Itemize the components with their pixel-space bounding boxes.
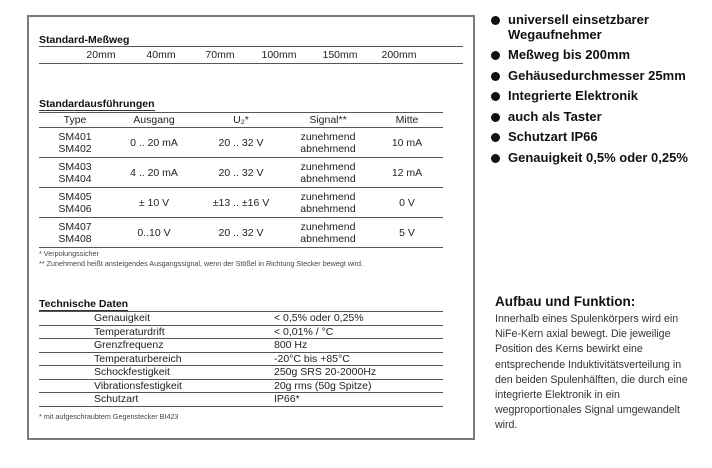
feature-item — [491, 151, 711, 166]
table-row — [39, 339, 443, 353]
footnote-verpolung: * Verpolungssicher — [39, 249, 99, 258]
mitte-cell: 5 V — [399, 226, 415, 239]
feature-item — [491, 130, 711, 145]
table-row — [39, 325, 443, 339]
feature-text: universell einsetzbarer Wegaufnehmer — [508, 12, 649, 42]
ausgang-cell: 4 .. 20 mA — [130, 166, 178, 179]
spec-value: IP66* — [274, 393, 300, 406]
spec-label: Temperaturdrift — [94, 325, 165, 338]
technische-daten-title: Technische Daten — [39, 298, 129, 310]
bullet-icon — [491, 113, 500, 122]
ausfuehrungen-table — [39, 112, 443, 248]
mitte-cell: 0 V — [399, 196, 415, 209]
type-cell: SM405 — [58, 190, 92, 203]
table-row — [39, 312, 443, 326]
aufbau-text: Innerhalb eines Spulenkörpers wird ein NiFe-Kern axial bewegt. Die jeweilige Position des Kerns bewirkt eine entsprechende Induktivitätsverteilung in den beiden Spulenhälften, die durch eine integrierte Elektronik in ein wegproportionales Signal umgewandelt wird. — [495, 313, 688, 432]
spec-value: < 0,5% oder 0,25% — [274, 312, 364, 325]
signal-cell: zunehmend — [300, 130, 356, 143]
table-row — [39, 393, 443, 407]
col-header-type: Type — [63, 114, 87, 126]
signal-cell: abnehmend — [300, 172, 356, 185]
spec-panel — [27, 15, 475, 440]
feature-item — [491, 69, 711, 84]
ub-cell: 20 .. 32 V — [218, 166, 264, 179]
spec-value: < 0,01% / °C — [274, 325, 334, 338]
feature-text: Gehäusedurchmesser 25mm — [508, 67, 686, 83]
type-cell: SM403 — [58, 160, 92, 173]
standard-messweg-title: Standard-Meßweg — [39, 34, 130, 46]
feature-text: Meßweg bis 200mm — [508, 47, 631, 62]
bullet-icon — [491, 154, 500, 163]
messweg-values — [39, 49, 463, 63]
table-row — [39, 379, 443, 393]
signal-cell: abnehmend — [300, 232, 356, 245]
table-row — [39, 352, 443, 366]
spec-label: Schutzart — [94, 393, 139, 406]
ausgang-cell: 0 .. 20 mA — [130, 136, 178, 149]
spec-value: 20g rms (50g Spitze) — [274, 379, 372, 392]
spec-value: 250g SRS 20-2000Hz — [274, 366, 377, 379]
bullet-icon — [491, 72, 500, 81]
table-row — [39, 188, 443, 218]
feature-item — [491, 110, 711, 125]
technische-daten-table — [39, 311, 443, 407]
col-header-mitte: Mitte — [395, 114, 419, 126]
feature-text: Integrierte Elektronik — [508, 88, 639, 103]
bullet-icon — [491, 133, 500, 142]
feature-text: auch als Taster — [508, 108, 602, 124]
type-cell: SM402 — [58, 142, 92, 155]
type-cell: SM406 — [58, 202, 92, 215]
table-row — [39, 128, 443, 158]
feature-item — [491, 13, 711, 42]
signal-cell: abnehmend — [300, 142, 356, 155]
type-cell: SM404 — [58, 172, 92, 185]
spec-label: Grenzfrequenz — [94, 339, 164, 352]
table-header-row — [39, 113, 443, 128]
spec-label: Temperaturbereich — [94, 352, 182, 365]
bullet-icon — [491, 51, 500, 60]
spec-label: Genauigkeit — [94, 312, 151, 325]
ausgang-cell: ± 10 V — [138, 196, 170, 209]
signal-cell: zunehmend — [300, 160, 356, 173]
table-row — [39, 366, 443, 380]
feature-item — [491, 48, 711, 63]
messweg-value: 40mm — [146, 49, 176, 61]
signal-cell: zunehmend — [300, 220, 356, 233]
mitte-cell: 12 mA — [391, 166, 423, 179]
bullet-icon — [491, 16, 500, 25]
ausgang-cell: 0..10 V — [137, 226, 171, 239]
table-row — [39, 218, 443, 248]
divider — [39, 46, 463, 47]
feature-list — [491, 13, 711, 171]
signal-cell: zunehmend — [300, 190, 356, 203]
ausfuehrungen-title: Standardausführungen — [39, 98, 155, 110]
messweg-value: 100mm — [261, 49, 297, 61]
mitte-cell: 10 mA — [391, 136, 423, 149]
feature-item — [491, 89, 711, 104]
signal-cell: abnehmend — [300, 202, 356, 215]
bullet-icon — [491, 92, 500, 101]
spec-value: -20°C bis +85°C — [274, 352, 350, 365]
messweg-value: 70mm — [205, 49, 235, 61]
spec-label: Schockfestigkeit — [94, 366, 170, 379]
footnote-zunehmend: ** Zunehmend heißt ansteigendes Ausgangssignal, wenn der Stößel in Richtung Stecker bewegt wird. — [39, 259, 364, 268]
aufbau-title: Aufbau und Funktion: — [495, 294, 636, 309]
divider — [39, 63, 463, 64]
ub-cell: 20 .. 32 V — [218, 136, 264, 149]
messweg-value: 150mm — [322, 49, 358, 61]
messweg-value: 200mm — [381, 49, 417, 61]
type-cell: SM401 — [58, 130, 92, 143]
table-row — [39, 158, 443, 188]
messweg-value: 20mm — [86, 49, 116, 61]
footnote-gegenstecker: * mit aufgeschraubtem Gegenstecker BI423 — [39, 412, 179, 421]
spec-label: Vibrationsfestigkeit — [94, 379, 182, 392]
feature-text: Schutzart IP66 — [508, 129, 598, 144]
col-header-ub: U₂* — [233, 114, 249, 126]
ub-cell: 20 .. 32 V — [218, 226, 264, 239]
col-header-ausgang: Ausgang — [133, 114, 175, 126]
type-cell: SM408 — [58, 232, 92, 245]
feature-text: Genauigkeit 0,5% oder 0,25% — [508, 149, 688, 165]
spec-value: 800 Hz — [274, 339, 308, 352]
type-cell: SM407 — [58, 220, 92, 233]
ub-cell: ±13 .. ±16 V — [212, 196, 270, 209]
col-header-signal: Signal** — [309, 114, 347, 126]
